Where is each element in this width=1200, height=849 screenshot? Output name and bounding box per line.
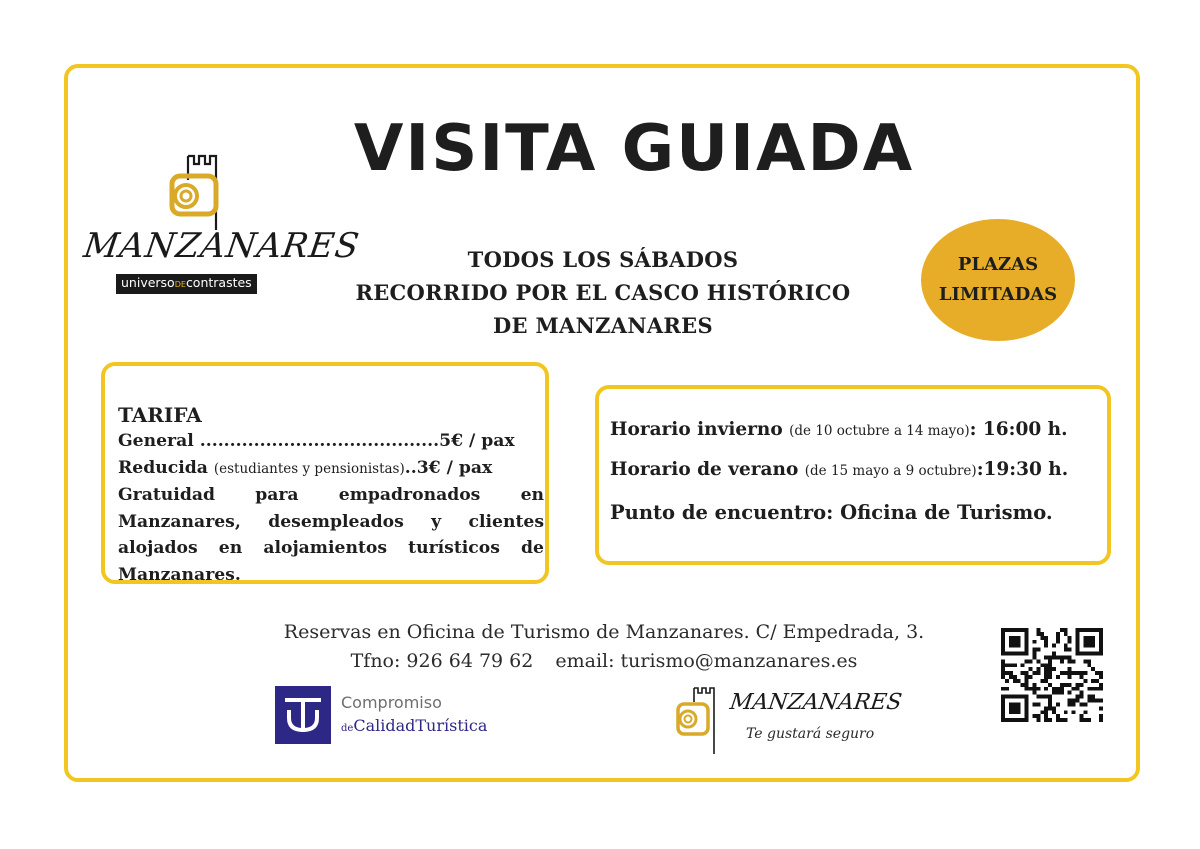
- calidad-turistica-icon: [275, 686, 331, 744]
- summer-note: (de 15 mayo a 9 octubre): [804, 463, 977, 479]
- tarifa-heading: TARIFA: [118, 403, 202, 427]
- summer-time: :19:30 h.: [976, 459, 1069, 480]
- tarifa-box: [101, 362, 549, 584]
- contact-email[interactable]: email: turismo@manzanares.es: [555, 650, 858, 672]
- reducida-price: 3€ / pax: [416, 457, 493, 478]
- badge-line-1: PLAZAS: [957, 254, 1039, 275]
- contact-address: Reservas en Oficina de Turismo de Manzanares. C/ Empedrada, 3.: [283, 621, 925, 643]
- calidad-line-1: Compromiso: [341, 693, 442, 712]
- contact-line-2: [200, 647, 1008, 676]
- castle-icon: [672, 684, 732, 756]
- contact-info: [200, 618, 1008, 676]
- general-label: General: [118, 431, 200, 451]
- calidad-turistica-logo: [275, 686, 505, 746]
- calidad-de: de: [341, 723, 354, 734]
- winter-label: Horario invierno: [610, 419, 790, 440]
- logo-wordmark: MANZANARES: [81, 226, 363, 266]
- footer-slogan: Te gustará seguro: [746, 726, 875, 742]
- calidad-line-2: [341, 716, 487, 735]
- general-price: 5€ / pax: [439, 431, 515, 451]
- subtitle-line-2: RECORRIDO POR EL CASCO HISTÓRICO: [355, 280, 851, 305]
- calidad-name: CalidadTurística: [353, 716, 488, 735]
- summer-schedule-row: [610, 452, 1107, 489]
- castle-icon: [80, 150, 320, 230]
- horario-box: [595, 385, 1111, 565]
- tagline-contrastes: contrastes: [185, 275, 252, 290]
- general-dots: ........................................: [199, 431, 440, 451]
- reducida-note: (estudiantes y pensionistas): [213, 460, 405, 477]
- winter-time: : 16:00 h.: [969, 419, 1068, 440]
- tagline-de: DE: [174, 280, 186, 289]
- summer-label: Horario de verano: [610, 459, 805, 480]
- footer-wordmark: MANZANARES: [728, 690, 904, 715]
- page-title: VISITA GUIADA: [353, 112, 915, 186]
- reducida-label: Reducida: [118, 457, 214, 478]
- winter-schedule-row: [610, 409, 1107, 452]
- reducida-dots: ..: [404, 457, 417, 478]
- tarifa-general-row: [118, 428, 545, 455]
- contact-phone: Tfno: 926 64 79 62: [350, 650, 534, 672]
- qr-code-icon[interactable]: [1000, 628, 1104, 722]
- tarifa-reducida-row: [118, 455, 545, 483]
- subtitle-line-3: DE MANZANARES: [493, 313, 713, 338]
- logo-tagline: [116, 274, 257, 294]
- subtitle-block: [330, 243, 876, 342]
- tarifa-description: Gratuidad para empadronados en Manzanares, desempleados y clientes alojados en alojamientos turísticos de Manzanares.: [118, 485, 544, 585]
- tagline-universo: universo: [121, 275, 175, 290]
- winter-note: (de 10 octubre a 14 mayo): [789, 423, 970, 439]
- manzanares-logo: [80, 150, 363, 295]
- meeting-point: Punto de encuentro: Oficina de Turismo.: [610, 501, 1053, 524]
- footer-manzanares-logo: [672, 684, 904, 756]
- limited-places-badge: [921, 219, 1075, 341]
- badge-line-2: LIMITADAS: [938, 284, 1058, 305]
- subtitle-line-1: TODOS LOS SÁBADOS: [467, 247, 739, 272]
